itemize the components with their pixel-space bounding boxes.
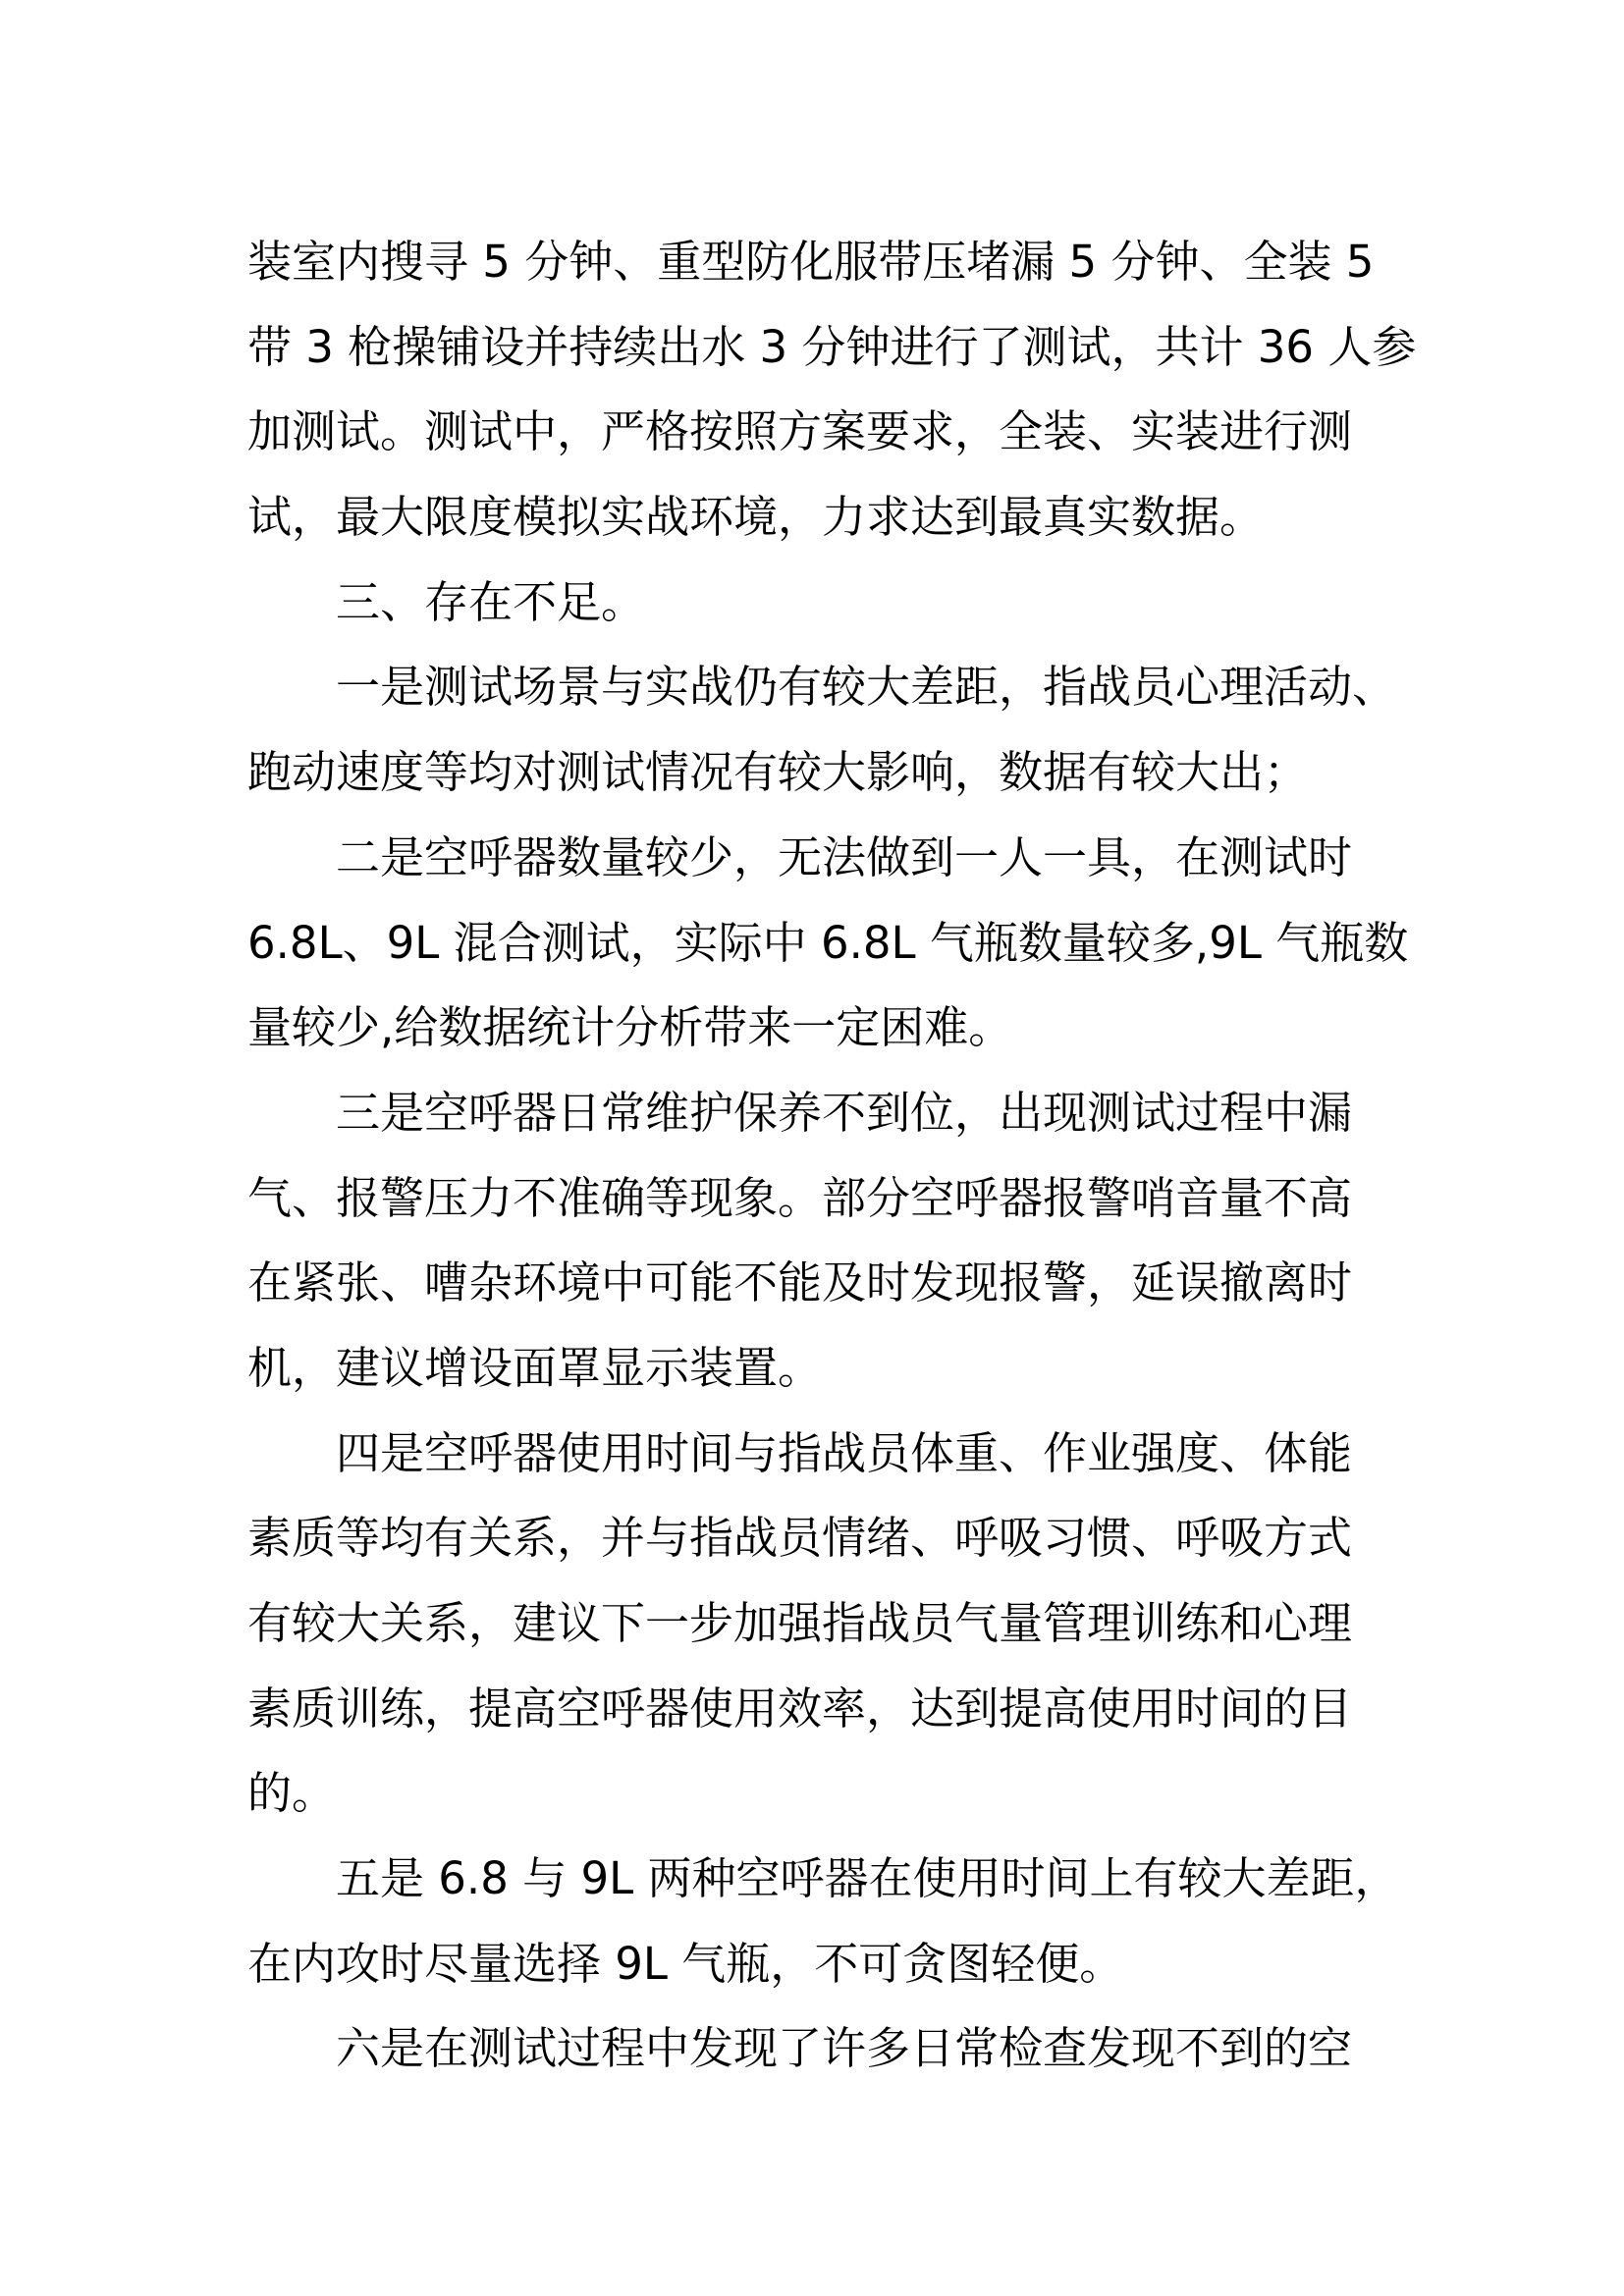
document-page [247,220,1417,2092]
text-line: 气、报警压力不准确等现象。部分空呼器报警哨音量不高 [247,1171,1353,1224]
text-line: 6.8L、9L 混合测试，实际中 6.8L 气瓶数量较多,9L 气瓶数 [247,916,1409,969]
text-line: 量较少,给数据统计分析带来一定困难。 [247,1001,1013,1054]
text-line: 装室内搜寻 5 分钟、重型防化服带压堵漏 5 分钟、全装 5 [247,236,1375,288]
text-line: 有较大关系，建议下一步加强指战员气量管理训练和心理 [247,1597,1353,1649]
text-line: 跑动速度等均对测试情况有较大影响，数据有较大出； [247,746,1309,799]
text-line: 五是 6.8 与 9L 两种空呼器在使用时间上有较大差距， [336,1852,1399,1905]
text-line: 在紧张、嘈杂环境中可能不能及时发现报警，延误撤离时 [247,1256,1353,1309]
text-line: 加测试。测试中，严格按照方案要求，全装、实装进行测 [247,405,1353,458]
text-line: 三是空呼器日常维护保养不到位，出现测试过程中漏 [336,1086,1353,1139]
text-line: 六是在测试过程中发现了许多日常检查发现不到的空 [336,2022,1353,2075]
text-line: 三、存在不足。 [336,575,646,628]
text-line: 在内攻时尽量选择 9L 气瓶，不可贪图轻便。 [247,1937,1124,1990]
text-line: 带 3 枪操铺设并持续出水 3 分钟进行了测试，共计 36 人参 [247,320,1417,373]
text-line: 素质训练，提高空呼器使用效率，达到提高使用时间的目 [247,1682,1353,1735]
text-line: 的。 [247,1767,337,1820]
text-line: 素质等均有关系，并与指战员情绪、呼吸习惯、呼吸方式 [247,1512,1353,1565]
text-line: 四是空呼器使用时间与指战员体重、作业强度、体能 [336,1426,1353,1479]
text-line: 二是空呼器数量较少，无法做到一人一具，在测试时 [336,830,1353,883]
text-line: 一是测试场景与实战仍有较大差距，指战员心理活动、 [336,661,1397,714]
text-line: 试，最大限度模拟实战环境，力求达到最真实数据。 [247,491,1265,544]
text-line: 机，建议增设面罩显示装置。 [247,1341,823,1394]
